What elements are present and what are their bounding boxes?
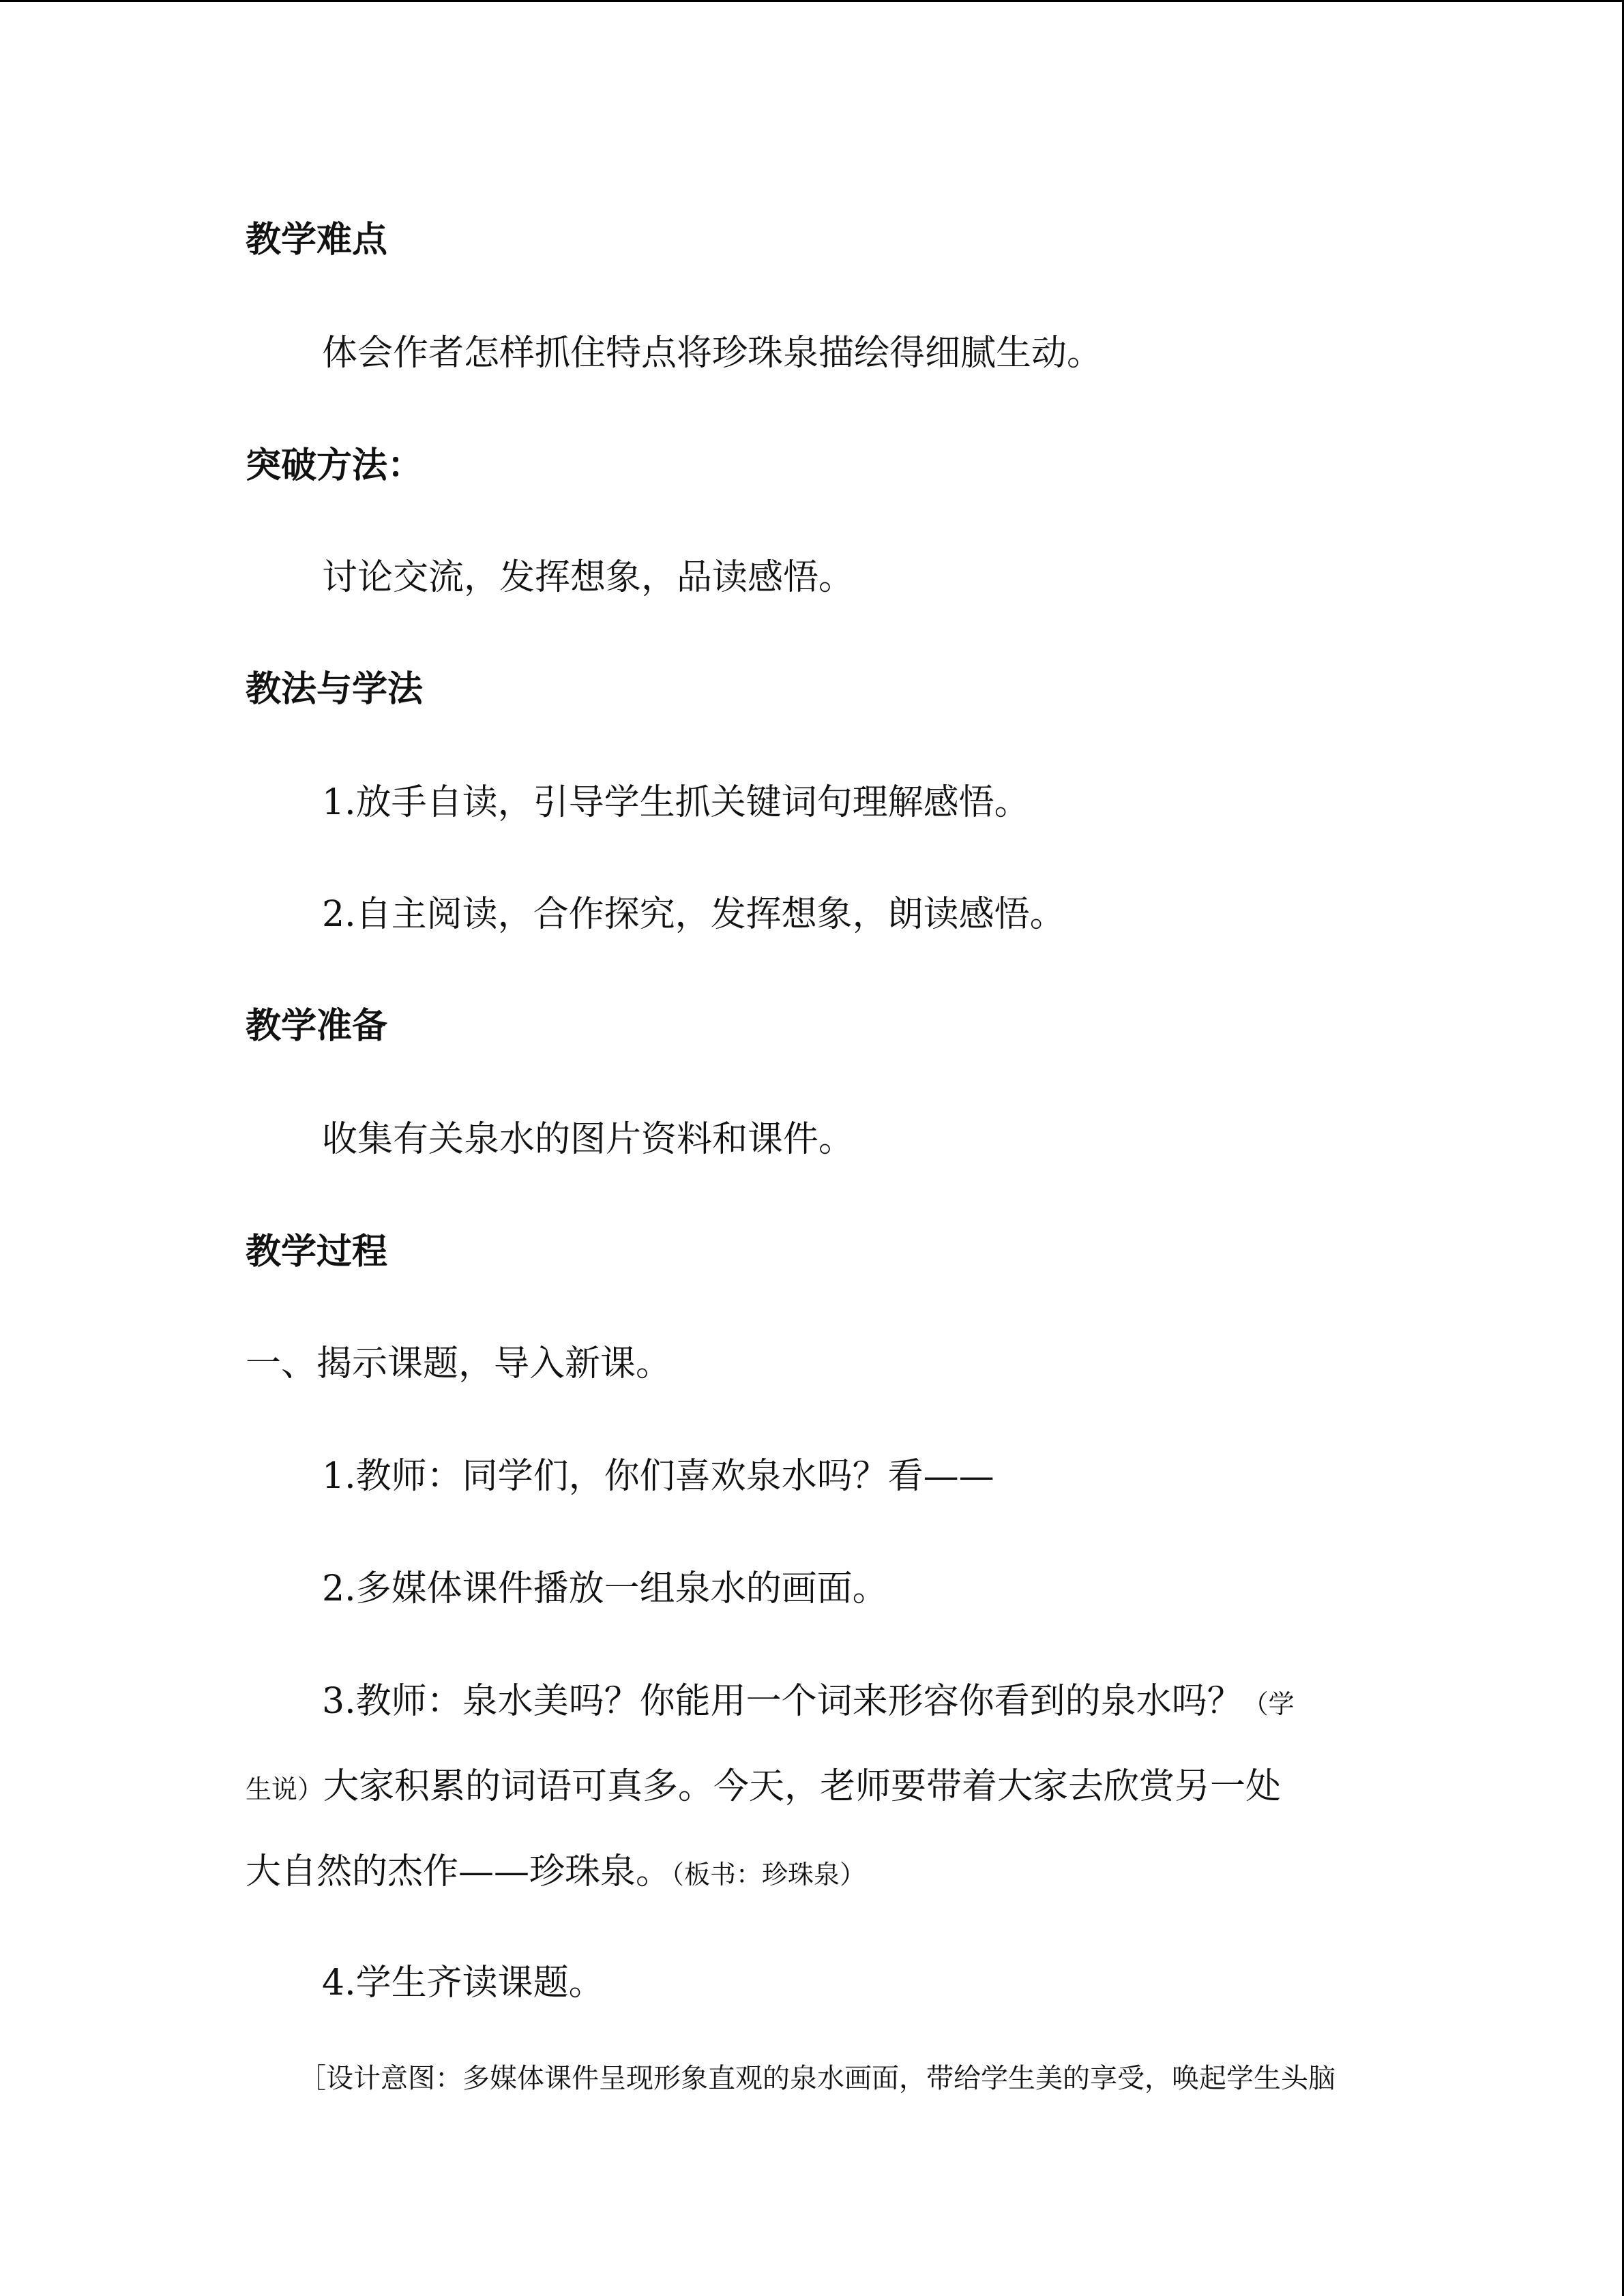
- heading-preparation: 教学准备: [246, 1006, 388, 1047]
- process-item-3-board-note: （板书：珍珠泉）: [671, 1860, 866, 1890]
- process-item-3-line-3: [246, 1851, 866, 1892]
- difficulty-text: 体会作者怎样抓住特点将珍珠泉描绘得细腻生动。: [322, 333, 1103, 374]
- heading-difficulty: 教学难点: [246, 220, 388, 260]
- process-item-3-main-text: 3.教师：泉水美吗？你能用一个词来形容你看到的泉水吗？: [322, 1681, 1243, 1722]
- process-item-3-final-text: 大自然的杰作——珍珠泉。: [246, 1851, 672, 1892]
- process-step-1-title: 一、揭示课题，导入新课。: [246, 1343, 672, 1384]
- heading-teaching-learning: 教法与学法: [246, 669, 424, 710]
- teaching-learning-item-2: 2.自主阅读，合作探究，发挥想象，朗读感悟。: [322, 894, 1065, 935]
- method-text: 讨论交流，发挥想象，品读感悟。: [322, 557, 855, 598]
- teaching-learning-item-1: 1.放手自读，引导学生抓关键词句理解感悟。: [322, 782, 1030, 823]
- process-item-4: 4.学生齐读课题。: [322, 1963, 604, 2003]
- page-border-top: [0, 0, 1624, 2]
- process-item-3-note-start: （学: [1242, 1689, 1295, 1719]
- process-item-3-continued-text: 大家积累的词语可真多。今天，老师要带着大家去欣赏另一处: [323, 1766, 1282, 1807]
- process-item-3-note-end: 生说）: [246, 1774, 324, 1804]
- design-intent-note: ［设计意图：多媒体课件呈现形象直观的泉水画面，带给学生美的享受，唤起学生头脑: [299, 2063, 1335, 2094]
- process-item-3-line-1: [322, 1681, 1295, 1722]
- heading-method: 突破方法：: [246, 445, 424, 486]
- heading-process: 教学过程: [246, 1232, 388, 1272]
- process-item-2: 2.多媒体课件播放一组泉水的画面。: [322, 1568, 888, 1609]
- preparation-text: 收集有关泉水的图片资料和课件。: [322, 1119, 855, 1160]
- process-item-1: 1.教师：同学们，你们喜欢泉水吗？看——: [322, 1456, 994, 1497]
- process-item-3-line-2: [246, 1766, 1282, 1807]
